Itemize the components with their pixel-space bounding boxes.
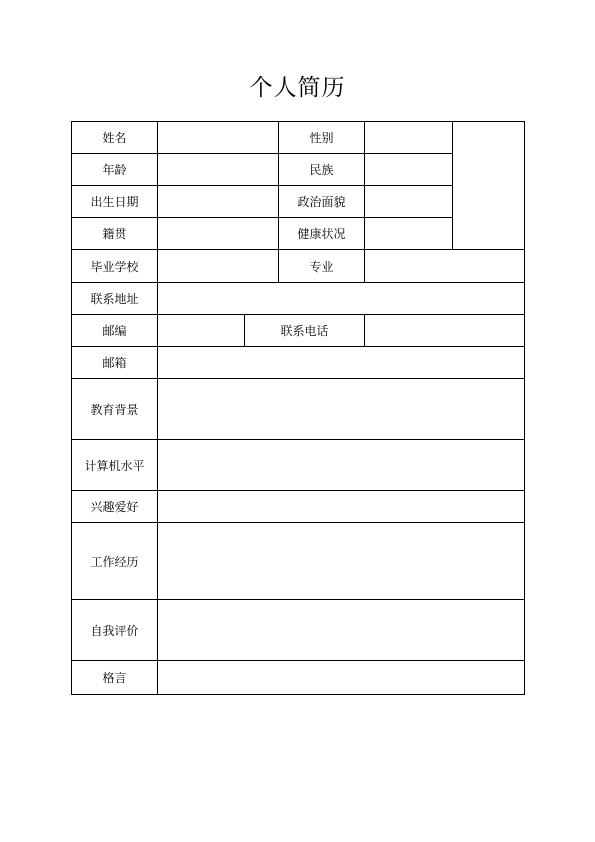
resume-form-table (71, 121, 525, 695)
label-email: 邮箱 (72, 347, 158, 379)
label-work-experience: 工作经历 (72, 523, 158, 600)
label-self-evaluation: 自我评价 (72, 600, 158, 661)
row-self-evaluation (72, 600, 525, 661)
label-school: 毕业学校 (72, 250, 158, 283)
phone-field[interactable] (365, 315, 525, 347)
computer-skills-field[interactable] (158, 440, 525, 491)
label-education: 教育背景 (72, 379, 158, 440)
birth-date-field[interactable] (158, 186, 279, 218)
label-motto: 格言 (72, 661, 158, 695)
label-computer-skills: 计算机水平 (72, 440, 158, 491)
row-address (72, 283, 525, 315)
age-field[interactable] (158, 154, 279, 186)
row-hobbies (72, 491, 525, 523)
ethnicity-field[interactable] (365, 154, 453, 186)
label-phone: 联系电话 (245, 315, 365, 347)
row-email (72, 347, 525, 379)
label-name: 姓名 (72, 122, 158, 154)
row-work-experience (72, 523, 525, 600)
postcode-field[interactable] (158, 315, 245, 347)
label-ethnicity: 民族 (279, 154, 365, 186)
label-political-status: 政治面貌 (279, 186, 365, 218)
label-birth-date: 出生日期 (72, 186, 158, 218)
motto-field[interactable] (158, 661, 525, 695)
school-field[interactable] (158, 250, 279, 283)
row-computer-skills (72, 440, 525, 491)
health-field[interactable] (365, 218, 453, 250)
name-field[interactable] (158, 122, 279, 154)
education-field[interactable] (158, 379, 525, 440)
photo-box[interactable] (453, 122, 525, 250)
row-motto (72, 661, 525, 695)
row-name (72, 122, 525, 154)
major-field[interactable] (365, 250, 525, 283)
label-address: 联系地址 (72, 283, 158, 315)
label-age: 年龄 (72, 154, 158, 186)
native-place-field[interactable] (158, 218, 279, 250)
label-major: 专业 (279, 250, 365, 283)
row-postcode (72, 315, 525, 347)
label-postcode: 邮编 (72, 315, 158, 347)
hobbies-field[interactable] (158, 491, 525, 523)
email-field[interactable] (158, 347, 525, 379)
row-education (72, 379, 525, 440)
political-status-field[interactable] (365, 186, 453, 218)
label-health: 健康状况 (279, 218, 365, 250)
gender-field[interactable] (365, 122, 453, 154)
address-field[interactable] (158, 283, 525, 315)
self-evaluation-field[interactable] (158, 600, 525, 661)
page-title: 个人简历 (249, 75, 346, 101)
label-native-place: 籍贯 (72, 218, 158, 250)
work-experience-field[interactable] (158, 523, 525, 600)
label-hobbies: 兴趣爱好 (72, 491, 158, 523)
row-school (72, 250, 525, 283)
label-gender: 性别 (279, 122, 365, 154)
